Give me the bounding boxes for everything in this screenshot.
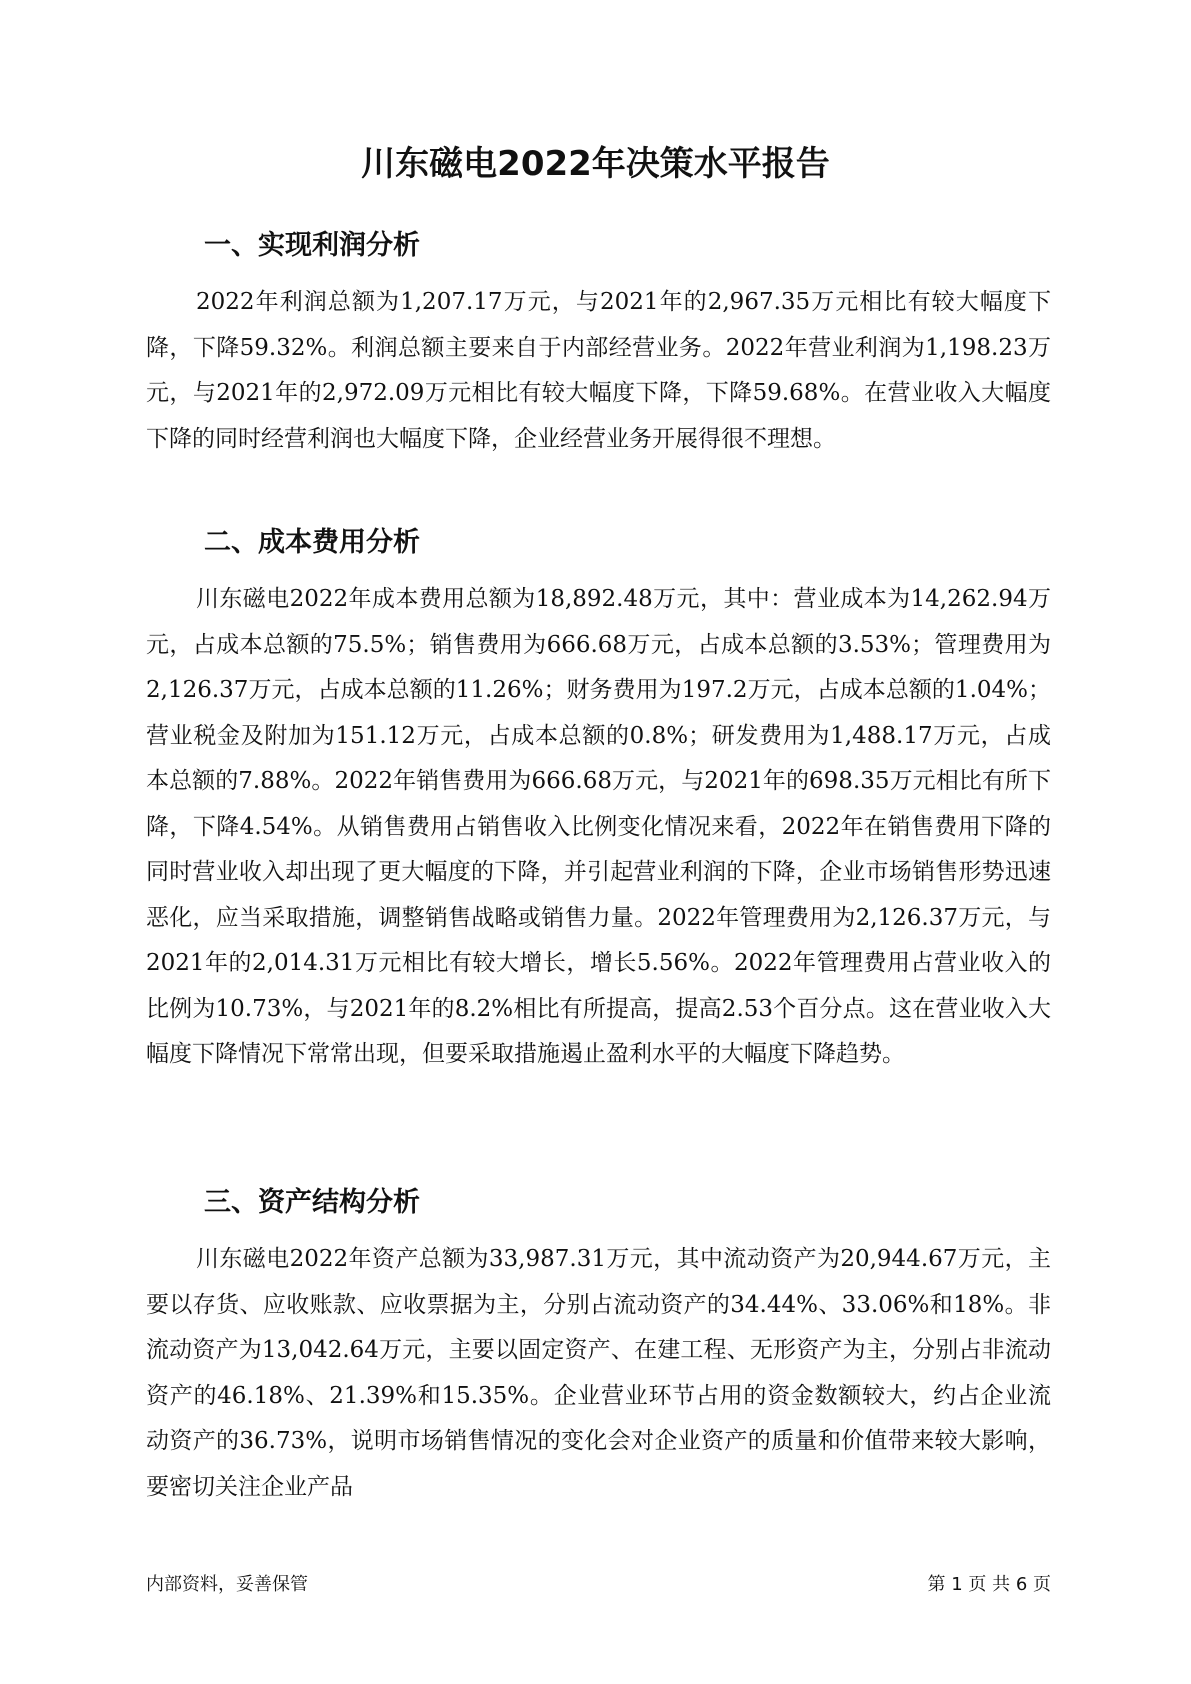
section-paragraph: 川东磁电2022年成本费用总额为18,892.48万元，其中：营业成本为14,262.94万元，占成本总额的75.5%；销售费用为666.68万元，占成本总额的3.53%；管理费用为2,126.37万元，占成本总额的11.26%；财务费用为197.2万元，占成本总额的1.04%；营业税金及附加为151.12万元，占成本总额的0.8%；研发费用为1,488.17万元，占成本总额的7.88%。2022年销售费用为666.68万元，与2021年的698.35万元相比有所下降，下降4.54%。从销售费用占销售收入比例变化情况来看，2022年在销售费用下降的同时营业收入却出现了更大幅度的下降，并引起营业利润的下降，企业市场销售形势迅速恶化，应当采取措施，调整销售战略或销售力量。2022年管理费用为2,126.37万元，与2021年的2,014.31万元相比有较大增长，增长5.56%。2022年管理费用占营业收入的比例为10.73%，与2021年的8.2%相比有所提高，提高2.53个百分点。这在营业收入大幅度下降情况下常常出现，但要采取措施遏止盈利水平的大幅度下降趋势。 bbox=[146, 586, 1051, 1067]
section-asset-structure-analysis bbox=[146, 1183, 1051, 1510]
footer-page-number: 第 1 页 共 6 页 bbox=[927, 1574, 1051, 1595]
document-title: 川东磁电2022年决策水平报告 bbox=[361, 144, 830, 184]
section-profit-analysis bbox=[146, 226, 1051, 462]
section-heading: 二、成本费用分析 bbox=[204, 527, 420, 558]
section-heading: 三、资产结构分析 bbox=[204, 1187, 420, 1218]
footer-confidential-note: 内部资料，妥善保管 bbox=[146, 1574, 308, 1595]
section-paragraph: 2022年利润总额为1,207.17万元，与2021年的2,967.35万元相比有较大幅度下降，下降59.32%。利润总额主要来自于内部经营业务。2022年营业利润为1,198.23万元，与2021年的2,972.09万元相比有较大幅度下降，下降59.68%。在营业收入大幅度下降的同时经营利润也大幅度下降，企业经营业务开展得很不理想。 bbox=[146, 289, 1051, 452]
section-paragraph: 川东磁电2022年资产总额为33,987.31万元，其中流动资产为20,944.67万元，主要以存货、应收账款、应收票据为主，分别占流动资产的34.44%、33.06%和18%。非流动资产为13,042.64万元，主要以固定资产、在建工程、无形资产为主，分别占非流动资产的46.18%、21.39%和15.35%。企业营业环节占用的资金数额较大，约占企业流动资产的36.73%，说明市场销售情况的变化会对企业资产的质量和价值带来较大影响，要密切关注企业产品 bbox=[146, 1246, 1051, 1500]
section-cost-analysis bbox=[146, 523, 1051, 1078]
section-heading: 一、实现利润分析 bbox=[204, 230, 420, 261]
